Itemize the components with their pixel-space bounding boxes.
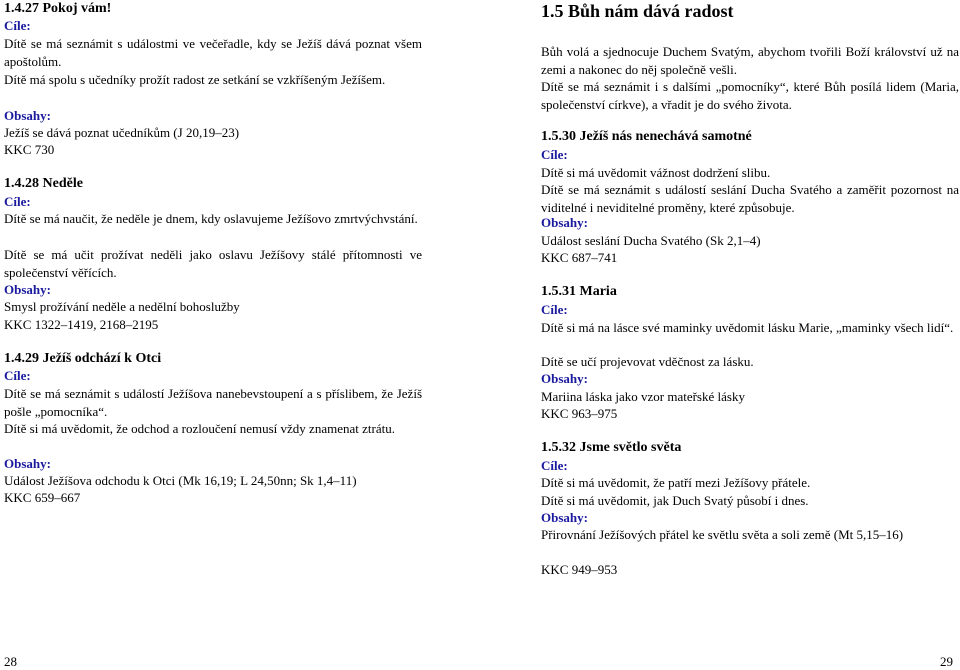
chapter-title: 1.5 Bůh nám dává radost — [541, 1, 734, 21]
goal-text: Dítě se má seznámit s událostmi ve večeřadle, kdy se Ježíš dává poznat všem apoštolům. — [4, 36, 422, 69]
goals-label: Cíle: — [4, 368, 31, 383]
section-title: 1.5.32 Jsme světlo světa — [541, 440, 682, 455]
contents-label: Obsahy: — [541, 215, 588, 230]
goals-label: Cíle: — [4, 18, 31, 33]
contents-label: Obsahy: — [541, 371, 588, 386]
goals-label: Cíle: — [541, 147, 568, 162]
section-title: 1.5.31 Maria — [541, 284, 617, 299]
section-title: 1.4.29 Ježíš odchází k Otci — [4, 351, 162, 366]
page-number: 29 — [940, 654, 953, 669]
goals-label: Cíle: — [541, 458, 568, 473]
contents-text: Smysl prožívání neděle a nedělní bohoslužby — [4, 299, 240, 314]
goal-text: Dítě si má uvědomit, že patří mezi Ježíšovy přátele. — [541, 475, 811, 490]
contents-text: Ježíš se dává poznat učedníkům (J 20,19–23) — [4, 125, 240, 140]
catechism-ref: KKC 949–953 — [541, 562, 618, 577]
goal-text: Dítě se má seznámit s událostí Ježíšova nanebevstoupení a s příslibem, že Ježíš pošle „pomocníka“. — [4, 386, 422, 419]
contents-label: Obsahy: — [4, 108, 51, 123]
contents-text: Událost seslání Ducha Svatého (Sk 2,1–4) — [541, 233, 761, 248]
section-title: 1.5.30 Ježíš nás nenechává samotné — [541, 129, 752, 144]
contents-text: Přirovnání Ježíšových přátel ke světlu světa a soli země (Mt 5,15–16) — [541, 527, 904, 542]
catechism-ref: KKC 1322–1419, 2168–2195 — [4, 317, 159, 332]
contents-label: Obsahy: — [541, 510, 588, 525]
goal-text: Dítě si má uvědomit vážnost dodržení slibu. — [541, 165, 771, 180]
goal-text: Dítě si má uvědomit, jak Duch Svatý působí i dnes. — [541, 493, 809, 508]
goal-text: Dítě se má naučit, že neděle je dnem, kdy oslavujeme Ježíšovo zmrtvýchvstání. — [4, 211, 418, 226]
section-title: 1.4.27 Pokoj vám! — [4, 1, 112, 16]
contents-label: Obsahy: — [4, 282, 51, 297]
contents-text: Událost Ježíšova odchodu k Otci (Mk 16,19; L 24,50nn; Sk 1,4–11) — [4, 473, 357, 488]
chapter-intro: Bůh volá a sjednocuje Duchem Svatým, abychom tvořili Boží království už na zemi a nakonec do něj společně vešli. — [541, 44, 959, 77]
goals-label: Cíle: — [541, 302, 568, 317]
catechism-ref: KKC 730 — [4, 142, 55, 157]
goal-text: Dítě se má seznámit s událostí seslání Ducha Svatého a zaměřit pozornost na viditelné i neviditelné proměny, které způsobuje. — [541, 182, 959, 215]
goal-text: Dítě si má uvědomit, že odchod a rozloučení nemusí vždy znamenat ztrátu. — [4, 421, 395, 436]
catechism-ref: KKC 963–975 — [541, 406, 618, 421]
contents-text: Mariina láska jako vzor mateřské lásky — [541, 389, 745, 404]
goal-text: Dítě se má učit prožívat neděli jako oslavu Ježíšovy stálé přítomnosti ve společenství věřících. — [4, 247, 422, 280]
catechism-ref: KKC 659–667 — [4, 490, 81, 505]
catechism-ref: KKC 687–741 — [541, 250, 618, 265]
contents-label: Obsahy: — [4, 456, 51, 471]
goals-label: Cíle: — [4, 194, 31, 209]
chapter-intro: Dítě se má seznámit i s dalšími „pomocníky“, které Bůh posílá lidem (Maria, společenství církve), a vřadit je do svého života. — [541, 79, 959, 112]
section-title: 1.4.28 Neděle — [4, 176, 83, 191]
goal-text: Dítě si má na lásce své maminky uvědomit lásku Marie, „maminky všech lidí“. — [541, 320, 954, 335]
goal-text: Dítě se učí projevovat vděčnost za lásku. — [541, 354, 754, 369]
page-number: 28 — [4, 654, 17, 669]
goal-text: Dítě má spolu s učedníky prožít radost ze setkání se vzkříšeným Ježíšem. — [4, 72, 386, 87]
